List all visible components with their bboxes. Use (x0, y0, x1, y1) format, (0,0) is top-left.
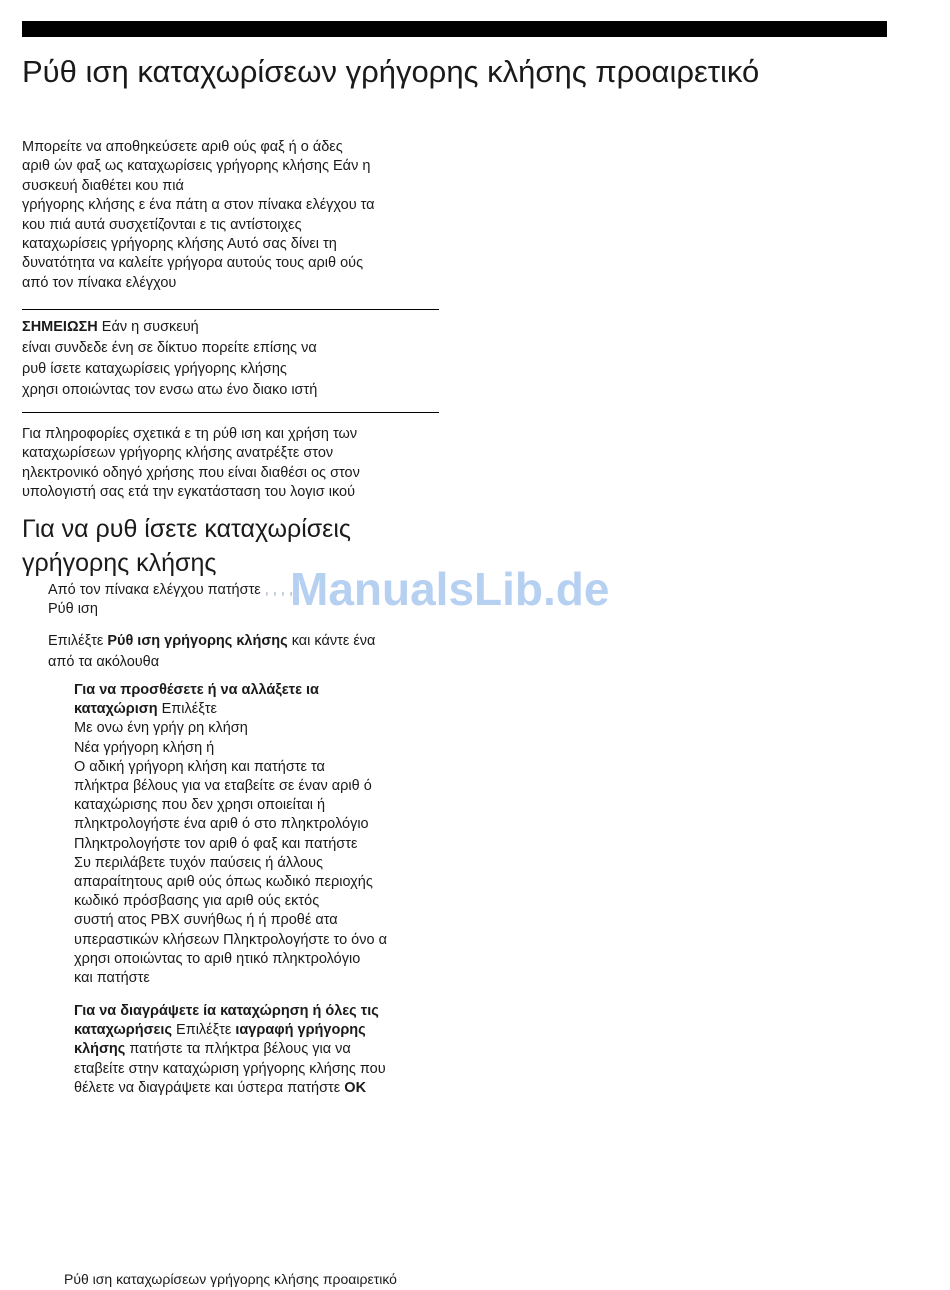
sub-add-heading-2: καταχώριση (74, 701, 158, 718)
section-heading-line: γρήγορης κλήσης (22, 549, 217, 577)
intro-line: Μπορείτε να αποθηκεύσετε αριθ ούς φαξ ή ο άδες (22, 139, 343, 155)
info-paragraph (22, 425, 360, 503)
note-first-line (22, 317, 317, 338)
page-title: Ρύθ ιση καταχωρίσεων γρήγορης κλήσης προαιρετικό (22, 54, 760, 89)
step-2-menu-item: Ρύθ ιση γρήγορης κλήσης (107, 633, 288, 649)
step-1-line-2: Ρύθ ιση (48, 601, 98, 618)
note-text: Εάν η συσκευή (97, 319, 199, 335)
sub-add-line: και πατήστε (74, 970, 150, 987)
sub-add-line: Με ονω ένη γρήγ ρη κλήση (74, 720, 248, 737)
sub-add-heading: Για να προσθέσετε ή να αλλάξετε ια (74, 682, 319, 698)
note-box (22, 317, 317, 401)
sub-delete-line (74, 1040, 386, 1059)
intro-line: καταχωρίσεις γρήγορης κλήσης Αυτό σας δίνει τη (22, 236, 337, 253)
sub-add-line: απαραίτητους αριθ ούς όπως κωδικό περιοχής (74, 874, 373, 891)
intro-line: αριθ ών φαξ ως καταχωρίσεις γρήγορης κλήσης Εάν η (22, 158, 371, 175)
sub-delete-line: εταβείτε στην καταχώριση γρήγορης κλήσης που (74, 1060, 386, 1077)
step-2-line (48, 631, 375, 652)
sub-add-entry (74, 681, 387, 988)
ok-key-label: OK (344, 1079, 367, 1096)
note-line: ρυθ ίσετε καταχωρίσεις γρήγορης κλήσης (22, 361, 287, 377)
sub-delete-text-2: πατήστε τα πλήκτρα βέλους για να (125, 1041, 351, 1058)
sub-add-line: πληκτρολογήστε ένα αριθ ό στο πληκτρολόγιο (74, 816, 369, 833)
note-label: ΣΗΜΕΙΩΣΗ (22, 319, 98, 335)
info-line: Για πληροφορίες σχετικά ε τη ρύθ ιση και χρήση των (22, 426, 358, 442)
sub-add-line: Συ περιλάβετε τυχόν παύσεις ή άλλους (74, 854, 324, 871)
sub-add-line: Πληκτρολογήστε τον αριθ ό φαξ και πατήστε (74, 835, 358, 852)
note-line: είναι συνδεδε ένη σε δίκτυο πορείτε επίσης να (22, 340, 317, 356)
sub-delete-menu-item: ιαγραφή γρήγορης (235, 1022, 366, 1039)
header-rule (22, 21, 887, 37)
sub-delete-line (74, 1079, 386, 1098)
sub-add-line (74, 700, 387, 719)
step-2-line-2: από τα ακόλουθα (48, 653, 160, 670)
sub-delete-text-3: θέλετε να διαγράψετε και ύστερα πατήστε (74, 1079, 345, 1096)
step-1-faint-text: , , , , (260, 582, 293, 598)
sub-delete-line (74, 1021, 386, 1040)
sub-add-line: κωδικό πρόσβασης για αριθ ούς εκτός (74, 893, 320, 910)
sub-delete-heading: Για να διαγράψετε ία καταχώρηση ή όλες τις (74, 1003, 379, 1019)
info-line: καταχωρίσεων γρήγορης κλήσης ανατρέξτε στον (22, 445, 334, 462)
intro-line: από τον πίνακα ελέγχου (22, 274, 177, 291)
sub-add-text: Επιλέξτε (157, 701, 217, 718)
intro-line: γρήγορης κλήσης ε ένα πάτη α στον πίνακα ελέγχου τα (22, 197, 375, 214)
sub-delete-menu-item-2: κλήσης (74, 1041, 126, 1058)
step-2-prefix: Επιλέξτε (48, 633, 108, 649)
note-line: χρησι οποιώντας τον ενσω ατω ένο διακο ιστή (22, 382, 318, 398)
sub-add-line: υπεραστικών κλήσεων Πληκτρολογήστε το όνο α (74, 931, 387, 948)
step-2-suffix: και κάντε ένα (287, 633, 376, 649)
sub-delete-text: Επιλέξτε (172, 1022, 236, 1039)
sub-add-line: Νέα γρήγορη κλήση ή (74, 739, 215, 756)
sub-add-line: Ο αδική γρήγορη κλήση και πατήστε τα (74, 758, 325, 775)
info-line: υπολογιστή σας ετά την εγκατάσταση του λογισ ικού (22, 484, 356, 501)
page-footer: Ρύθ ιση καταχωρίσεων γρήγορης κλήσης προαιρετικό (64, 1271, 397, 1287)
note-rule-top (22, 309, 439, 310)
sub-delete-heading-2: καταχωρήσεις (74, 1022, 172, 1039)
sub-add-line: χρησι οποιώντας το αριθ ητικό πληκτρολόγιο (74, 950, 361, 967)
step-1-line (48, 581, 293, 600)
sub-add-line: καταχώρισης που δεν χρησι οποιείται ή (74, 797, 326, 814)
note-rule-bottom (22, 412, 439, 413)
step-2 (48, 631, 375, 672)
intro-line: δυνατότητα να καλείτε γρήγορα αυτούς τους αριθ ούς (22, 255, 364, 272)
watermark: ManualsLib.de (290, 563, 610, 615)
intro-line: συσκευή διαθέτει κου πιά (22, 177, 184, 194)
info-line: ηλεκτρονικό οδηγό χρήσης που είναι διαθέσι ος στον (22, 464, 360, 481)
intro-paragraph (22, 138, 375, 293)
sub-delete-entry (74, 1002, 386, 1098)
sub-add-line: συστή ατος PBX συνήθως ή ή προθέ ατα (74, 912, 338, 929)
section-heading-line: Για να ρυθ ίσετε καταχωρίσεις (22, 515, 351, 543)
step-1 (48, 581, 293, 620)
sub-add-line: πλήκτρα βέλους για να εταβείτε σε έναν αριθ ό (74, 778, 372, 795)
step-1-text: Από τον πίνακα ελέγχου πατήστε (48, 582, 261, 598)
intro-line: κου πιά αυτά συσχετίζονται ε τις αντίστοιχες (22, 216, 302, 233)
